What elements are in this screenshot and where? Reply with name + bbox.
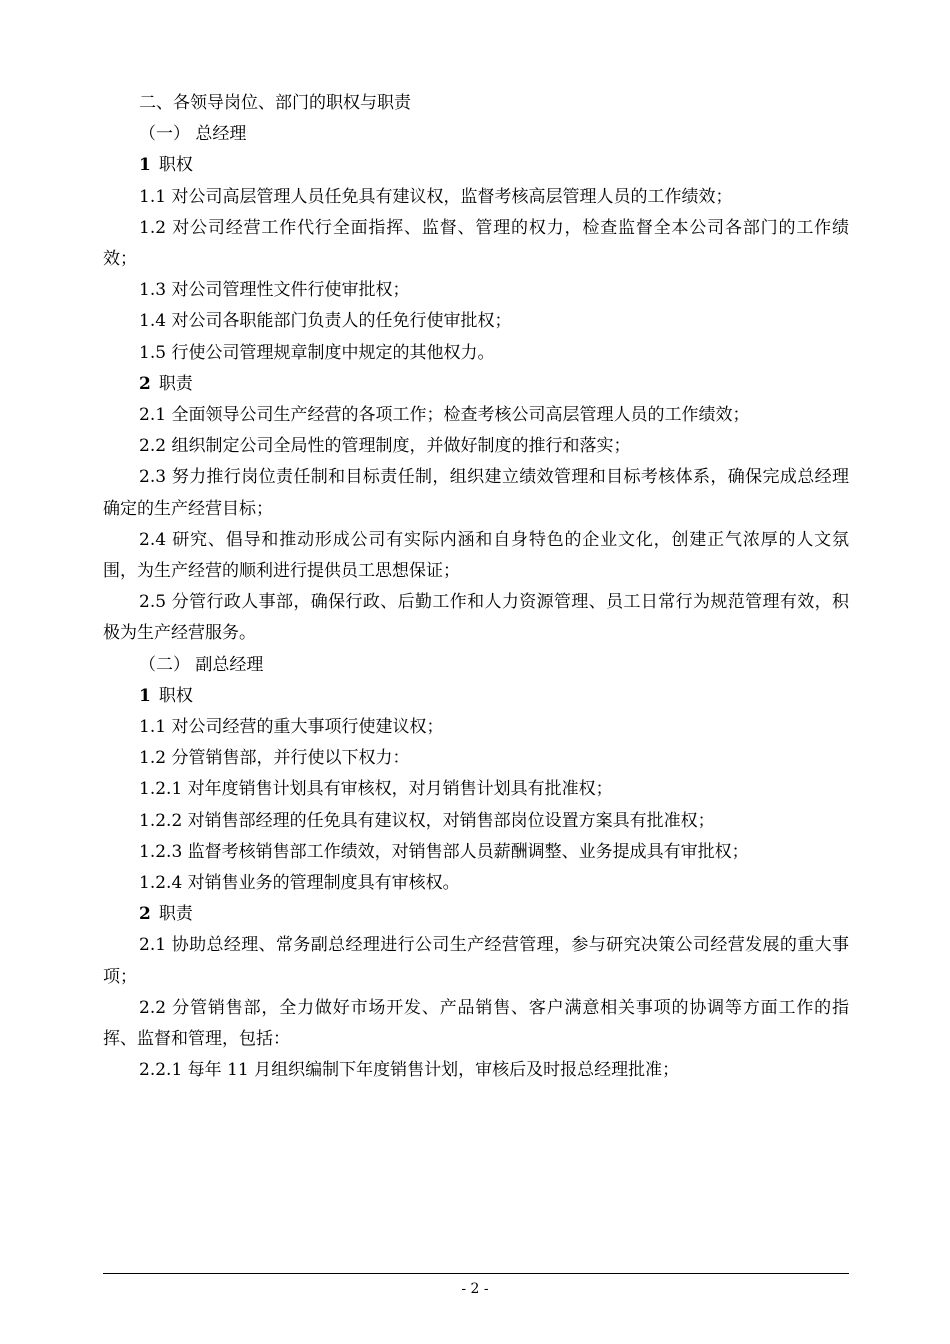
section-number: 2 (139, 904, 151, 925)
paragraph-text: 1.2 分管销售部，并行使以下权力： (139, 748, 410, 769)
paragraph-text: 1.2.4 对销售业务的管理制度具有审核权。 (139, 873, 460, 894)
paragraph (103, 837, 849, 868)
paragraph-text: 2.2 分管销售部，全力做好市场开发、产品销售、客户满意相关事项的协调等方面工作的指挥、监督和管理，包括： (103, 997, 849, 1050)
paragraph (103, 306, 849, 337)
paragraph-text: 2.1 全面领导公司生产经营的各项工作；检查考核公司高层管理人员的工作绩效； (139, 405, 750, 426)
paragraph (103, 587, 849, 649)
paragraph (103, 400, 849, 431)
paragraph-text: 1.1 对公司高层管理人员任免具有建议权，监督考核高层管理人员的工作绩效； (139, 186, 733, 207)
paragraph-text: 职责 (158, 373, 193, 394)
paragraph (103, 774, 849, 805)
paragraph (103, 431, 849, 462)
paragraph (103, 150, 849, 181)
document-body (103, 88, 849, 1087)
paragraph (103, 743, 849, 774)
section-number: 1 (139, 155, 151, 176)
paragraph-text: 2.3 努力推行岗位责任制和目标责任制，组织建立绩效管理和目标考核体系，确保完成总经理确定的生产经营目标； (103, 467, 849, 519)
page-number: - 2 - (461, 1281, 489, 1297)
paragraph-text: 二、各领导岗位、部门的职权与职责 (139, 93, 411, 113)
paragraph-text: 1.2.1 对年度销售计划具有审核权，对月销售计划具有批准权； (139, 779, 613, 800)
paragraph (103, 275, 849, 306)
paragraph (103, 993, 849, 1055)
paragraph (103, 182, 849, 213)
paragraph (103, 369, 849, 400)
paragraph (103, 525, 849, 587)
section-number: 2 (139, 373, 151, 394)
paragraph-text: 职责 (158, 904, 193, 925)
paragraph (103, 806, 849, 837)
paragraph (103, 712, 849, 743)
paragraph-text: （一） 总经理 (139, 124, 247, 145)
paragraph (103, 119, 849, 150)
paragraph (103, 1055, 849, 1086)
paragraph-text: 2.1 协助总经理、常务副总经理进行公司生产经营管理，参与研究决策公司经营发展的重大事项； (103, 935, 849, 987)
paragraph-text: 2.2 组织制定公司全局性的管理制度，并做好制度的推行和落实； (139, 436, 631, 457)
paragraph-text: 1.2.2 对销售部经理的任免具有建议权，对销售部岗位设置方案具有批准权； (139, 810, 715, 831)
paragraph-text: 1.2 对公司经营工作代行全面指挥、监督、管理的权力，检查监督全本公司各部门的工作绩效； (103, 217, 849, 270)
paragraph-text: 职权 (158, 155, 193, 176)
section-number: 1 (139, 685, 151, 706)
paragraph (103, 338, 849, 369)
paragraph-text: 1.5 行使公司管理规章制度中规定的其他权力。 (139, 342, 495, 363)
paragraph (103, 462, 849, 524)
paragraph (103, 650, 849, 681)
paragraph-text: 2.5 分管行政人事部，确保行政、后勤工作和人力资源管理、员工日常行为规范管理有效，积极为生产经营服务。 (103, 592, 849, 644)
footer-rule (103, 1273, 849, 1274)
paragraph-text: 职权 (158, 685, 193, 706)
paragraph-text: 1.4 对公司各职能部门负责人的任免行使审批权； (139, 311, 512, 332)
paragraph-text: 1.1 对公司经营的重大事项行使建议权； (139, 717, 444, 738)
paragraph (103, 681, 849, 712)
paragraph (103, 868, 849, 899)
paragraph-text: 1.3 对公司管理性文件行使审批权； (139, 280, 410, 301)
paragraph-text: 1.2.3 监督考核销售部工作绩效，对销售部人员薪酬调整、业务提成具有审批权； (139, 841, 749, 862)
paragraph (103, 930, 849, 992)
paragraph-text: 2.4 研究、倡导和推动形成公司有实际内涵和自身特色的企业文化，创建正气浓厚的人文氛围，为生产经营的顺利进行提供员工思想保证； (103, 529, 849, 582)
paragraph (103, 899, 849, 930)
paragraph-text: （二） 副总经理 (139, 654, 264, 675)
paragraph (103, 88, 849, 119)
paragraph (103, 213, 849, 275)
paragraph-text: 2.2.1 每年 11 月组织编制下年度销售计划，审核后及时报总经理批准； (139, 1060, 680, 1081)
